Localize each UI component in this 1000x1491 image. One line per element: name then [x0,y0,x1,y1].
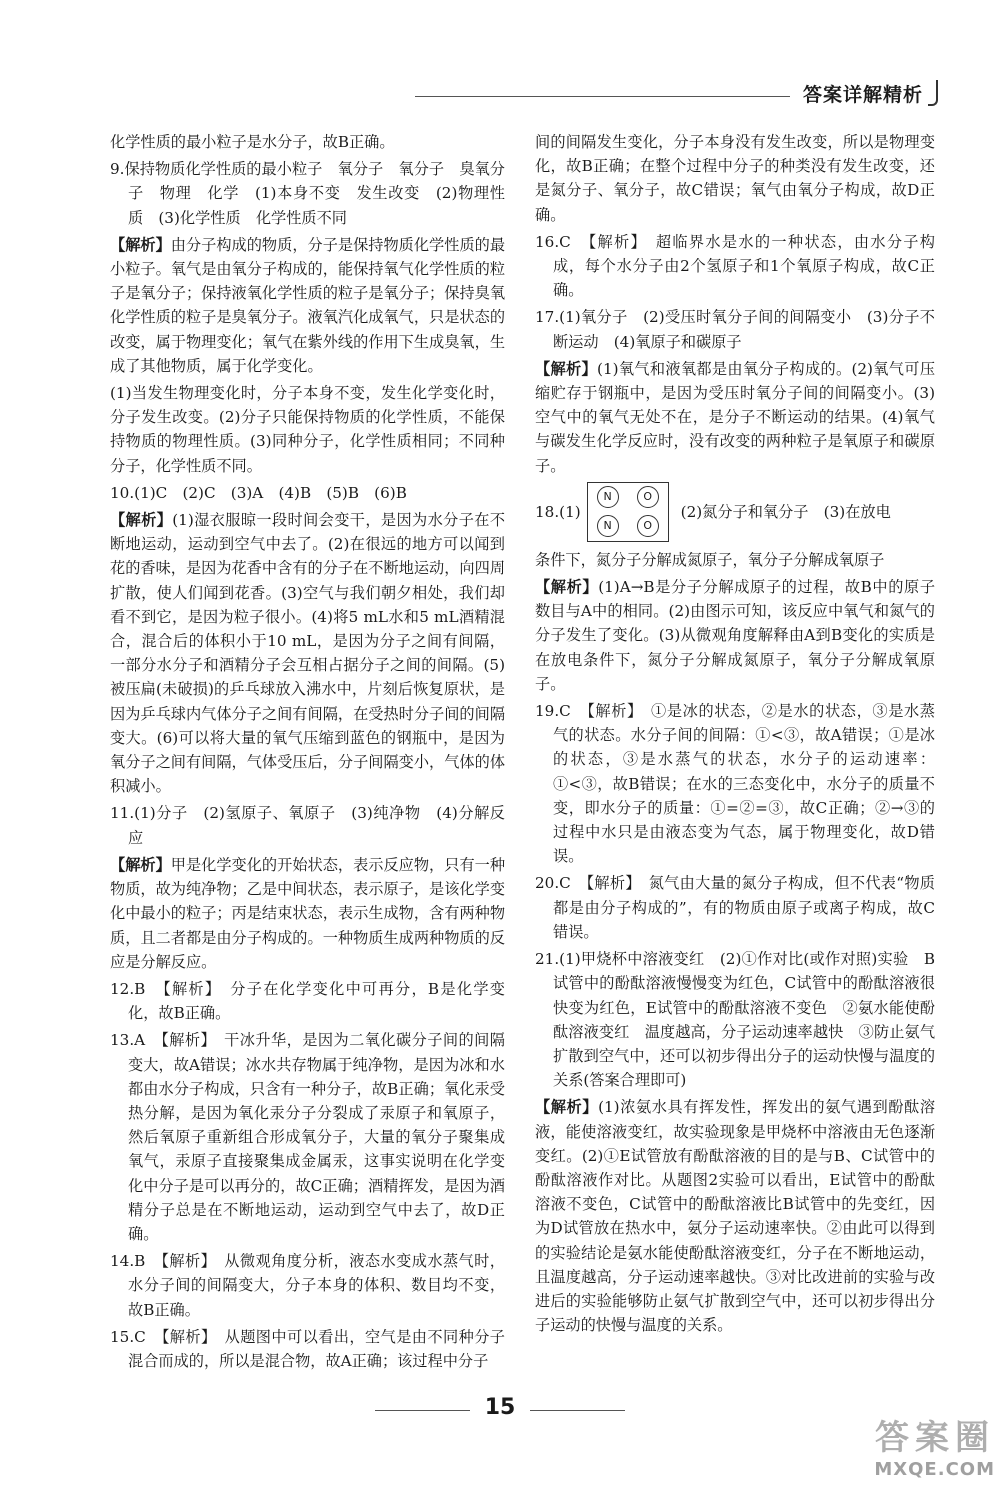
site-watermark-logo: 答案圈 [875,1418,995,1458]
oxygen-atom-icon: O [637,486,659,508]
explanation-label: 【解析】 [535,578,599,597]
explanation-label: 【解析】 [535,359,598,378]
intro-text: 化学性质的最小粒子是水分子，故B正确。 [110,133,395,151]
answer-13: 13.A 【解析】 干冰升华，是因为二氧化碳分子间的间隔变大，故A错误；冰水共存物属于纯净物，是因为冰和水都由水分子构成，只含有一种分子，故B正确；氧化汞受热分解，是因为氧化汞分子分裂成了汞原子和氧原子，然后氧原子重新组合形成氧分子，大量的氧分子聚集成氧气，汞原子直接聚集成金属汞，这事实说明在化学变化中分子是可以再分的，故C正确；酒精挥发，是因为酒精分子总是在不断地运动，运动到空气中去了，故D正确。 [110,1031,505,1243]
answer-18-line2: 条件下，氮分子分解成氮原子，氧分子分解成氧原子 [535,550,885,569]
header-rule [415,96,790,97]
answer-21: 21.(1)甲烧杯中溶液变红 (2)①作对比(或作对照)实验 B试管中的酚酞溶液慢慢变为红色，C试管中的酚酞溶液很快变为红色，E试管中的酚酞溶液不变色 ②氨水能使酚酞溶液变红 温度越高，分子运动速率越快 ③防止氨气扩散到空气中，还可以初步得出分子的运动快慢与温度的关系(答案合理即可) [535,950,935,1090]
answer-20: 20.C 【解析】 氮气由大量的氮分子构成，但不代表“物质都是由分子构成的”，有的物质由原子或离子构成，故C错误。 [535,874,935,941]
answer-18-row [535,482,935,542]
page-number-rule-left [375,1410,470,1411]
explanation-label: 【解析】 [535,1098,599,1117]
page-number: 15 [484,1395,516,1420]
explanation-text: (1)A→B是分子分解成原子的过程，故B中的原子数目与A中的相同。(2)由图示可知，该反应中氧气和氮气的分子发生了变化。(3)从微观角度解释由A到B变化的实质是在放电条件下，氮分子分解成氮原子，氧分子分解成氧原子。 [535,578,936,693]
explanation-text: (1)氧气和液氧都是由氧分子构成的。(2)氧气可压缩贮存于钢瓶中，是因为受压时氧分子间的间隔变小。(3)空气中的氧气无处不在，是分子不断运动的结果。(4)氧气与碳发生化学反应时，没有改变的两种粒子是氧原子和碳原子。 [535,359,936,475]
oxygen-atom-icon: O [637,515,659,537]
atom-diagram [587,482,669,542]
answer-11: 11.(1)分子 (2)氢原子、氧原子 (3)纯净物 (4)分解反应 [110,804,505,847]
explanation-label: 【解析】 [110,511,173,530]
site-watermark [820,1410,995,1480]
answer-12: 12.B 【解析】 分子在化学变化中可再分，B是化学变化，故B正确。 [110,979,505,1023]
answer-10: 10.(1)C (2)C (3)A (4)B (5)B (6)B [110,483,407,502]
answer-19: 19.C 【解析】 ①是冰的状态，②是水的状态，③是水蒸气的状态。水分子间的间隔：①<③，故A错误；①是冰的状态，③是水蒸气的状态，水分子的运动速率：①<③，故B错误；在水的三态变化中，水分子的质量不变，即水分子的质量：①=②=③，故C正确；②→③的过程中水只是由液态变为气态，属于物理变化，故D错误。 [535,702,935,866]
nitrogen-atom-icon: N [597,486,619,508]
explanation-text: 由分子构成的物质，分子是保持物质化学性质的最小粒子。氧气是由氧分子构成的，能保持氧气化学性质的粒子是氧分子；保持液氧化学性质的粒子是氧分子；保持臭氧化学性质的粒子是臭氧分子。液氧汽化成氧气，只是状态的改变，属于物理变化；氧气在紫外线的作用下生成臭氧，生成了其他物质，属于化学变化。 [110,235,506,375]
page-number-rule-right [530,1410,625,1411]
answer-9: 9.保持物质化学性质的最小粒子 氧分子 氧分子 臭氧分子 物理 化学 (1)本身不变 发生改变 (2)物理性质 (3)化学性质 化学性质不同 [110,160,505,227]
explanation-label: 【解析】 [110,235,171,254]
answer-15-continued: 间的间隔发生变化，分子本身没有发生改变，所以是物理变化，故B正确；在整个过程中分子的种类没有发生改变，还是氮分子、氧分子，故C错误；氧气由氧分子构成，故D正确。 [535,133,935,224]
right-column [535,130,935,1340]
answer-21-explanation [535,1095,935,1337]
answer-18-explanation [535,575,935,696]
site-watermark-url: MXQE.COM [874,1459,995,1480]
answer-10-explanation [110,508,505,798]
explanation-text: 甲是化学变化的开始状态，表示反应物，只有一种物质，故为纯净物；乙是中间状态，表示原子，是该化学变化中最小的粒子；丙是结束状态，表示生成物，含有两种物质，且二者都是由分子构成的。一种物质生成两种物质的反应是分解反应。 [110,855,506,971]
header-bracket-decoration [928,80,938,106]
explanation-label: 【解析】 [110,855,171,874]
answer-16: 16.C 【解析】 超临界水是水的一种状态，由水分子构成，每个水分子由2个氢原子和1个氧原子构成，故C正确。 [535,232,935,300]
answer-9-explanation-2: (1)当发生物理变化时，分子本身不变，发生化学变化时，分子发生改变。(2)分子只能保持物质的化学性质，不能保持物质的物理性质。(3)同种分子，化学性质相同；不同种分子，化学性质不同。 [110,384,505,475]
answer-11-explanation [110,853,505,974]
answer-18-prefix: 18.(1) [535,502,581,521]
answer-17-explanation [535,357,935,478]
answer-14: 14.B 【解析】 从微观角度分析，液态水变成水蒸气时，水分子间的间隔变大，分子本身的体积、数目均不变，故B正确。 [110,1252,505,1319]
answer-15: 15.C 【解析】 从题图中可以看出，空气是由不同种分子混合而成的，所以是混合物，故A正确；该过程中分子 [110,1327,505,1370]
left-column [110,130,505,1376]
nitrogen-atom-icon: N [597,515,619,537]
answer-17: 17.(1)氧分子 (2)受压时氧分子间的间隔变小 (3)分子不断运动 (4)氧原子和碳原子 [535,308,935,351]
explanation-text: (1)湿衣服晾一段时间会变干，是因为水分子在不断地运动，运动到空气中去了。(2)在很远的地方可以闻到花的香味，是因为花香中含有的分子在不断地运动，向四周扩散，使人们闻到花香。(3)空气与我们朝夕相处，我们却看不到它，是因为粒子很小。(4)将5 mL水和5 mL酒精混合，混合后的体积小于10 mL，是因为分子之间有间隔，一部分水分子和酒精分子会互相占据分子之间的间隔。(5)被压扁(未破损)的乒乓球放入沸水中，片刻后恢复原状，是因为乒乓球内气体分子之间有间隔，在受热时分子间的间隔变大。(6)可以将大量的氧气压缩到蓝色的钢瓶中，是因为氧分子之间有间隔，气体受压后，分子间隔变小，气体的体积减小。 [110,511,506,796]
explanation-text: (1)浓氨水具有挥发性，挥发出的氨气遇到酚酞溶液，能使溶液变红，故实验现象是甲烧杯中溶液由无色逐渐变红。(2)①E试管放有酚酞溶液的目的是与B、C试管中的酚酞溶液作对比。从题图2实验可以看出，E试管中的酚酞溶液不变色，C试管中的酚酞溶液比B试管中的先变红，因为D试管放在热水中，氨分子运动速率快。②由此可以得到的实验结论是氨水能使酚酞溶液变红，分子在不断地运动，且温度越高，分子运动速率越快。③对比改进前的实验与改进后的实验能够防止氨气扩散到空气中，还可以初步得出分子运动的快慢与温度的关系。 [535,1098,936,1335]
header-title: 答案详解精析 [803,84,924,106]
answer-9-explanation [110,233,505,378]
answer-18-after: (2)氮分子和氧分子 (3)在放电 [680,502,891,521]
